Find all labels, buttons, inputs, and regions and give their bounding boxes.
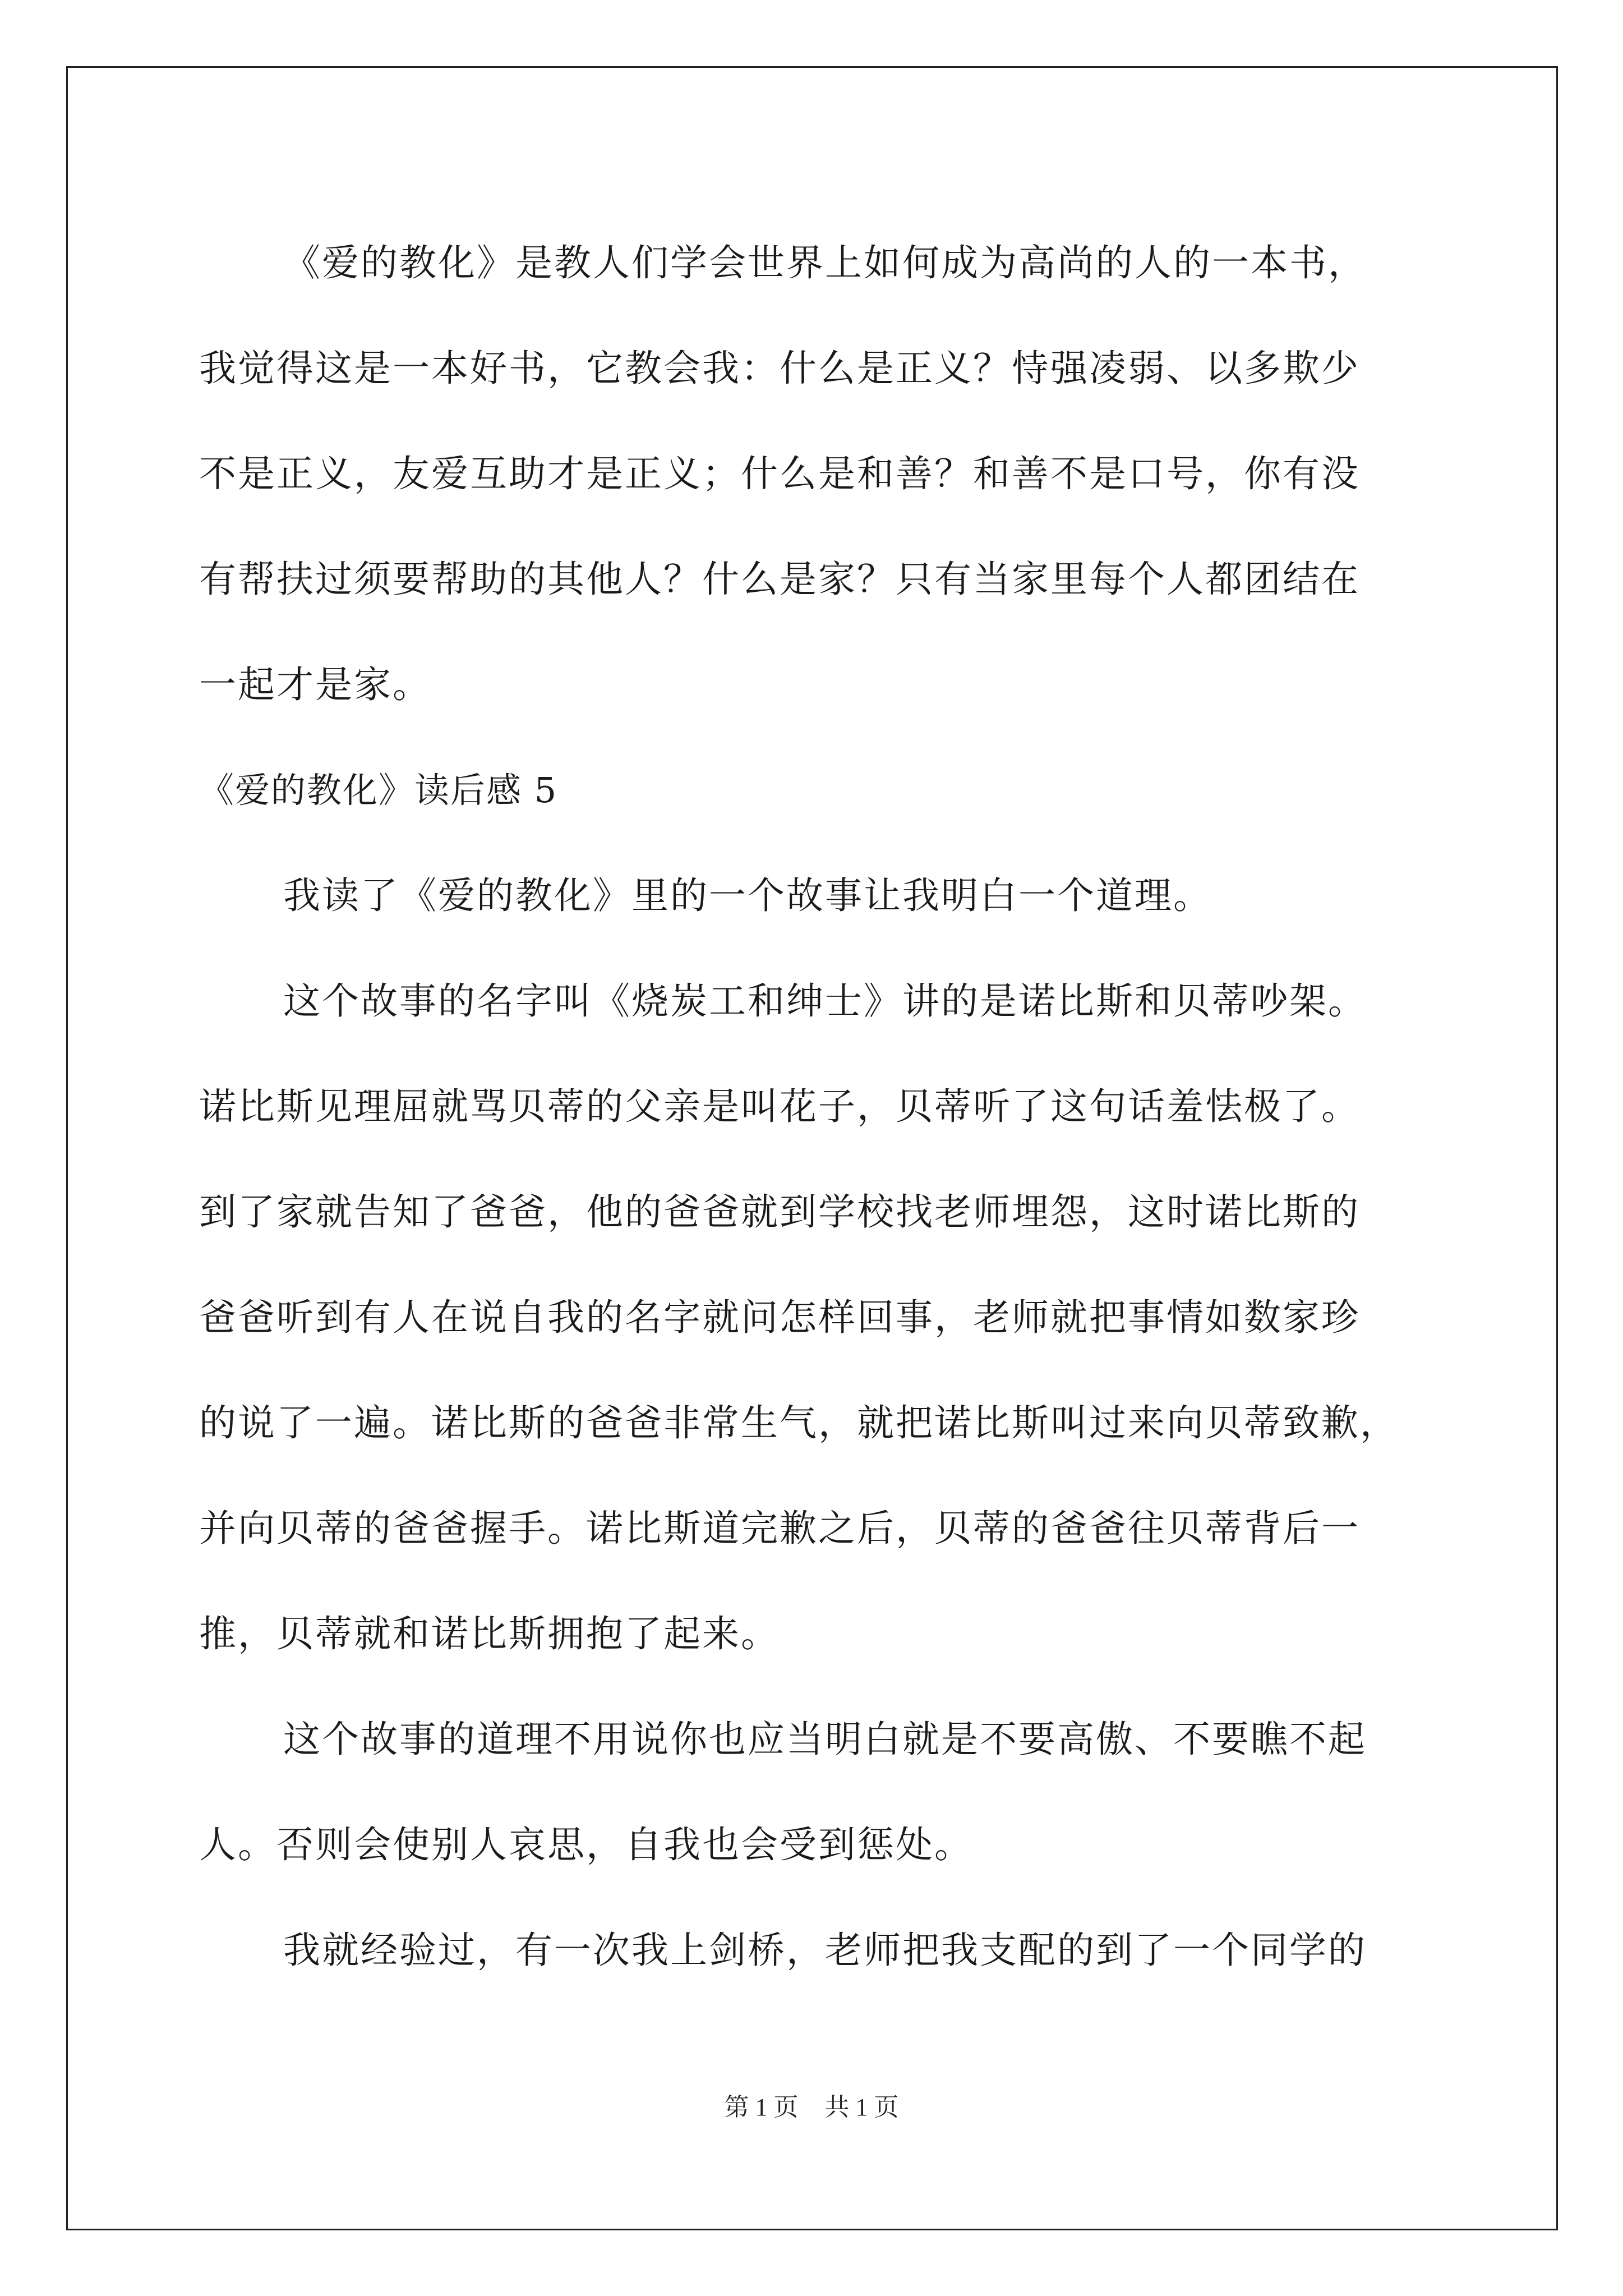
- paragraph-line: 我读了《爱的教化》里的一个故事让我明白一个道理。: [283, 874, 1212, 917]
- paragraph-line: 推，贝蒂就和诺比斯拥抱了起来。: [199, 1612, 780, 1655]
- paragraph-line: 的说了一遍。诺比斯的爸爸非常生气，就把诺比斯叫过来向贝蒂致歉，: [199, 1401, 1399, 1444]
- page-footer: [0, 2087, 1623, 2123]
- page-total: 共 1 页: [824, 2093, 899, 2121]
- document-body: [199, 210, 1467, 2003]
- paragraph-line: 有帮扶过须要帮助的其他人？什么是家？只有当家里每个人都团结在: [199, 558, 1360, 601]
- section-heading: 《爱的教化》读后感 5: [199, 770, 558, 811]
- paragraph-line: 这个故事的道理不用说你也应当明白就是不要高傲、不要瞧不起: [283, 1718, 1367, 1761]
- paragraph-line: 不是正义，友爱互助才是正义；什么是和善？和善不是口号，你有没: [199, 452, 1360, 495]
- paragraph-line: 这个故事的名字叫《烧炭工和绅士》讲的是诺比斯和贝蒂吵架。: [283, 979, 1367, 1023]
- paragraph-line: 爸爸听到有人在说自我的名字就问怎样回事，老师就把事情如数家珍: [199, 1296, 1360, 1339]
- paragraph-line: 诺比斯见理屈就骂贝蒂的父亲是叫花子，贝蒂听了这句话羞怯极了。: [199, 1085, 1360, 1128]
- paragraph-line: 到了家就告知了爸爸，他的爸爸就到学校找老师埋怨，这时诺比斯的: [199, 1190, 1360, 1234]
- page-number: 第 1 页: [724, 2093, 799, 2121]
- paragraph-line: 一起才是家。: [199, 663, 431, 706]
- paragraph-line: 我就经验过，有一次我上剑桥，老师把我支配的到了一个同学的: [283, 1929, 1367, 1972]
- paragraph-line: 我觉得这是一本好书，它教会我：什么是正义？恃强凌弱、以多欺少: [199, 347, 1360, 390]
- paragraph-line: 并向贝蒂的爸爸握手。诺比斯道完歉之后，贝蒂的爸爸往贝蒂背后一: [199, 1507, 1360, 1550]
- paragraph-line: 人。否则会使别人哀思，自我也会受到惩处。: [199, 1823, 973, 1866]
- paragraph-line: 《爱的教化》是教人们学会世界上如何成为高尚的人的一本书，: [283, 241, 1367, 284]
